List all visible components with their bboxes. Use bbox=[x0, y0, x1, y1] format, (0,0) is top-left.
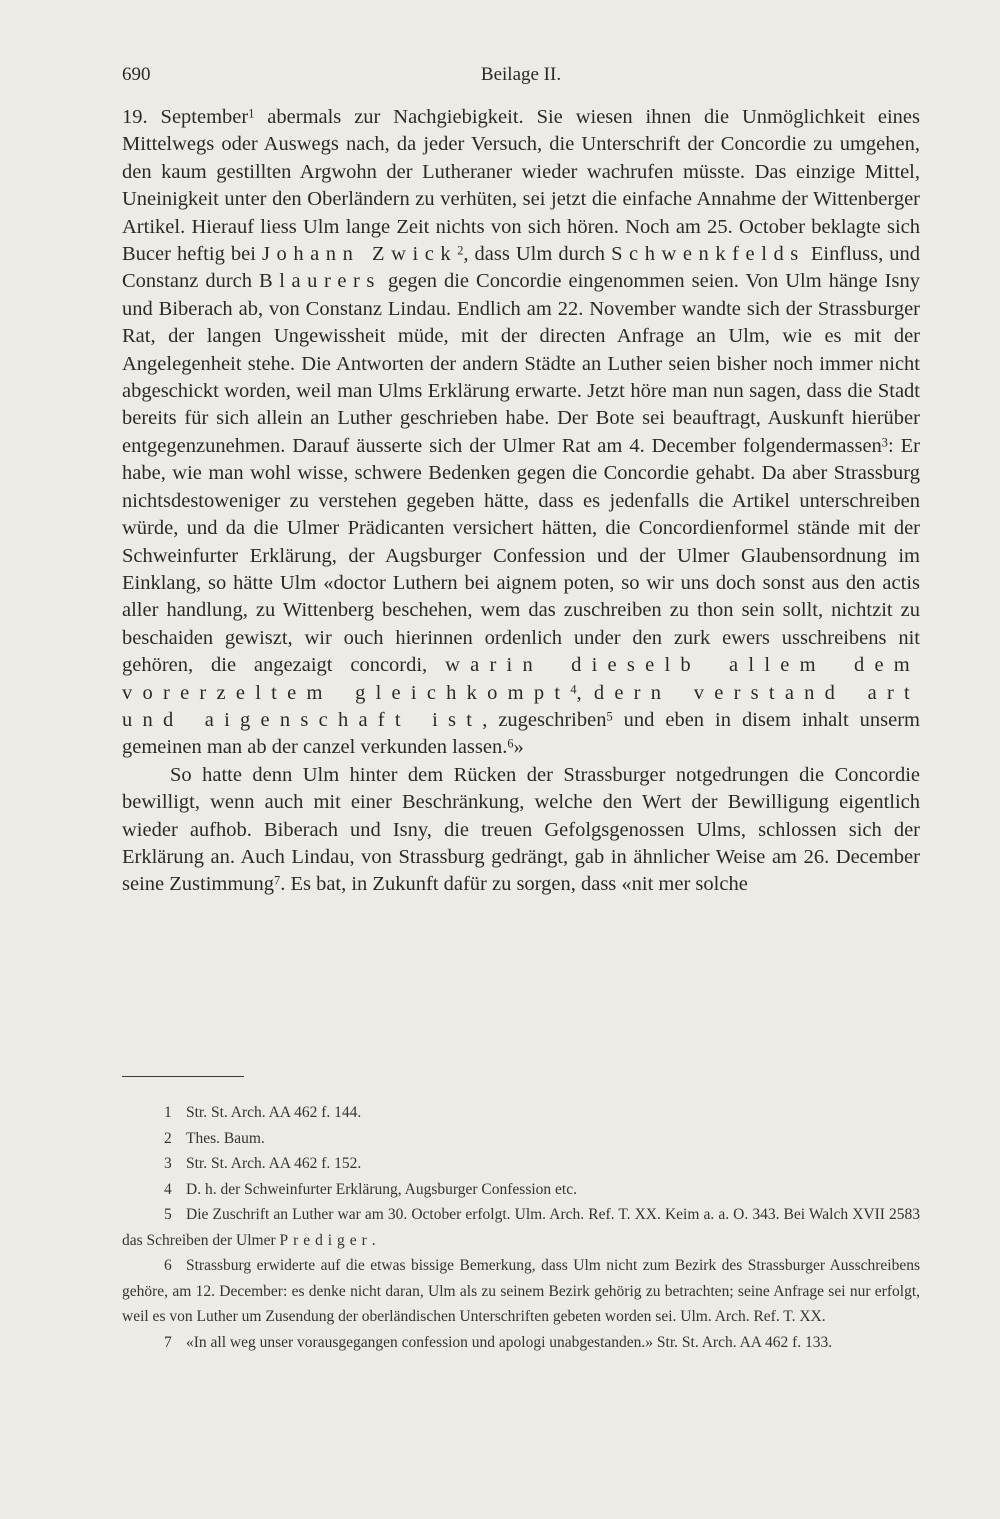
footnote-number: 1 bbox=[164, 1104, 172, 1121]
spaced-name: Schwenkfelds bbox=[611, 243, 805, 266]
footnote bbox=[122, 1100, 920, 1126]
footnote-ref: 6 bbox=[507, 736, 514, 751]
footnote-ref: 5 bbox=[606, 709, 613, 724]
footnote bbox=[122, 1177, 920, 1203]
footnote-number: 4 bbox=[164, 1180, 172, 1198]
paragraph-2 bbox=[122, 762, 920, 899]
text-run: , bbox=[576, 681, 594, 704]
spaced-name: Blaurers bbox=[259, 270, 381, 293]
footnote bbox=[122, 1253, 920, 1330]
text-run: abermals zur Nachgiebigkeit. Sie wiesen ihnen die Unmöglichkeit eines Mittelwegs oder Auswegs nach, da jeder Versuch, die Unterschrift der Concordie zu umgehen, den kaum gestillten Argwohn der Lutheraner wieder wachrufen müsste. Das einzige Mittel, Uneinigkeit unter den Oberländern zu verhüten, sei jetzt die einfache Annahme der Wittenberger Artikel. Hierauf liess Ulm lange Zeit nichts von sich hören. Noch am 25. October beklagte sich Bucer heftig bei bbox=[122, 106, 920, 266]
footnote-text: Die Zuschrift an Luther war am 30. October erfolgt. Ulm. Arch. Ref. T. XX. Keim a. a. O. 343. Bei Walch XVII 2583 das Schreiben der Ulmer bbox=[122, 1206, 920, 1249]
footnote bbox=[122, 1151, 920, 1177]
text-run: gegen die Concordie eingenommen seien. Von Ulm hänge Isny und Biberach ab, von Constanz Lindau. Endlich am 22. November wandte sich der Strassburger Rat, der langen Ungewissheit müde, mit der directen Anfrage an Ulm, wie es mit der Angelegenheit stehe. Die Antworten der andern Städte an Luther seien bisher noch immer nicht abgeschickt worden, weil man Ulms Erklärung erwarte. Jetzt höre man nun sagen, dass die Stadt bereits für sich allein an Luther geschrieben habe. Der Bote sei beauftragt, Auskunft hierüber entgegenzunehmen. Darauf äusserte sich der Ulmer Rat am 4. December folgendermassen bbox=[122, 270, 920, 457]
footnote-ref: 4 bbox=[570, 682, 577, 696]
footnote-text: Thes. Baum. bbox=[186, 1129, 265, 1147]
text-run: Einfluss, und Constanz durch bbox=[122, 243, 920, 293]
running-head: Beilage II. bbox=[480, 64, 562, 85]
footnote-ref: 2 bbox=[457, 243, 464, 258]
body-text bbox=[122, 104, 920, 899]
footnote bbox=[122, 1202, 920, 1253]
footnotes bbox=[122, 1100, 920, 1355]
footnote bbox=[122, 1126, 920, 1152]
footnote-ref: 3 bbox=[881, 435, 888, 450]
footnote-text: Str. St. Arch. AA 462 f. 152. bbox=[186, 1155, 362, 1172]
footnote-text-end: . bbox=[371, 1231, 376, 1249]
footnote-separator bbox=[122, 1076, 244, 1077]
footnote-ref: 1 bbox=[248, 106, 255, 121]
text-run: 19. September bbox=[122, 106, 249, 128]
spaced-word: Prediger bbox=[279, 1231, 372, 1249]
text-run: und eben in disem inhalt unserm gemeinen man ab der canzel verkunden lassen. bbox=[122, 708, 920, 759]
text-run: , zugeschriben bbox=[482, 708, 607, 731]
footnote-ref: 7 bbox=[274, 873, 281, 888]
spaced-quote: warin dieselb allem dem vorerzeltem gleichkompt bbox=[122, 654, 920, 704]
footnote bbox=[122, 1330, 920, 1356]
page-header bbox=[122, 64, 920, 92]
text-run: . Es bat, in Zukunft dafür zu sorgen, dass «nit mer solche bbox=[280, 873, 748, 896]
spaced-name: Johann Zwick bbox=[261, 243, 458, 266]
footnote-text: Str. St. Arch. AA 462 f. 144. bbox=[186, 1104, 362, 1121]
paragraph-1 bbox=[122, 104, 920, 762]
footnote-number: 3 bbox=[164, 1155, 172, 1172]
footnote-number: 5 bbox=[164, 1206, 172, 1223]
footnote-text: «In all weg unser vorausgegangen confession und apologi unabgestanden.» Str. St. Arch. AA 462 f. 133. bbox=[186, 1333, 833, 1351]
footnote-text: Strassburg erwiderte auf die etwas bissige Bemerkung, dass Ulm nicht zum Bezirk des Strassburger Ausschreibens gehöre, am 12. December: es denke nicht daran, Ulm als zu seinem Bezirk gehörig zu betrachten; seine Anfrage sei nur erfolgt, weil es von Luther um Zusendung der oberländischen Unterschriften gebeten worden sei. Ulm. Arch. Ref. T. XX. bbox=[122, 1257, 920, 1325]
text-run: » bbox=[513, 736, 524, 759]
page-number: 690 bbox=[122, 64, 151, 85]
footnote-number: 6 bbox=[164, 1257, 172, 1274]
footnote-number: 7 bbox=[164, 1333, 172, 1351]
text-run: So hatte denn Ulm hinter dem Rücken der Strassburger notgedrungen die Concordie bewilligt, wenn auch mit einer Beschränkung, welche den Wert der Bewilligung eigentlich wieder aufhob. Biberach und Isny, die treuen Gefolgsgenossen Ulms, schlossen sich der Erklärung an. Auch Lindau, von Strassburg gedrängt, gab in ähnlicher Weise am 26. December seine Zustimmung bbox=[122, 763, 920, 896]
footnote-number: 2 bbox=[164, 1129, 172, 1147]
text-run: , dass Ulm durch bbox=[463, 243, 612, 266]
footnote-text: D. h. der Schweinfurter Erklärung, Augsburger Confession etc. bbox=[186, 1180, 577, 1198]
text-run: : Er habe, wie man wohl wisse, schwere Bedenken gegen die Concordie gehabt. Da aber Strassburg nichtsdestoweniger zu verstehen gegeben hätte, dass es jedenfalls die Artikel unterschreiben würde, und da die Ulmer Prädicanten versichert hätten, die Concordienformel stände mit der Schweinfurter Erklärung, der Augsburger Confession und der Ulmer Glaubensordnung im Einklang, so hätte Ulm «doctor Luthern bei aignem poten, so wir uns doch sonst aus den actis aller handlung, zu Wittenberg beschehen, wem das zuschreiben zu thon sein sollt, nichtzit zu beschaiden gewiszt, wir ouch hierinnen ordenlich under den zurk ewers usschreibens nit gehören, die angezaigt concordi, bbox=[122, 434, 920, 677]
spaced-quote: dern verstand art und aigenschaft ist bbox=[122, 681, 920, 731]
